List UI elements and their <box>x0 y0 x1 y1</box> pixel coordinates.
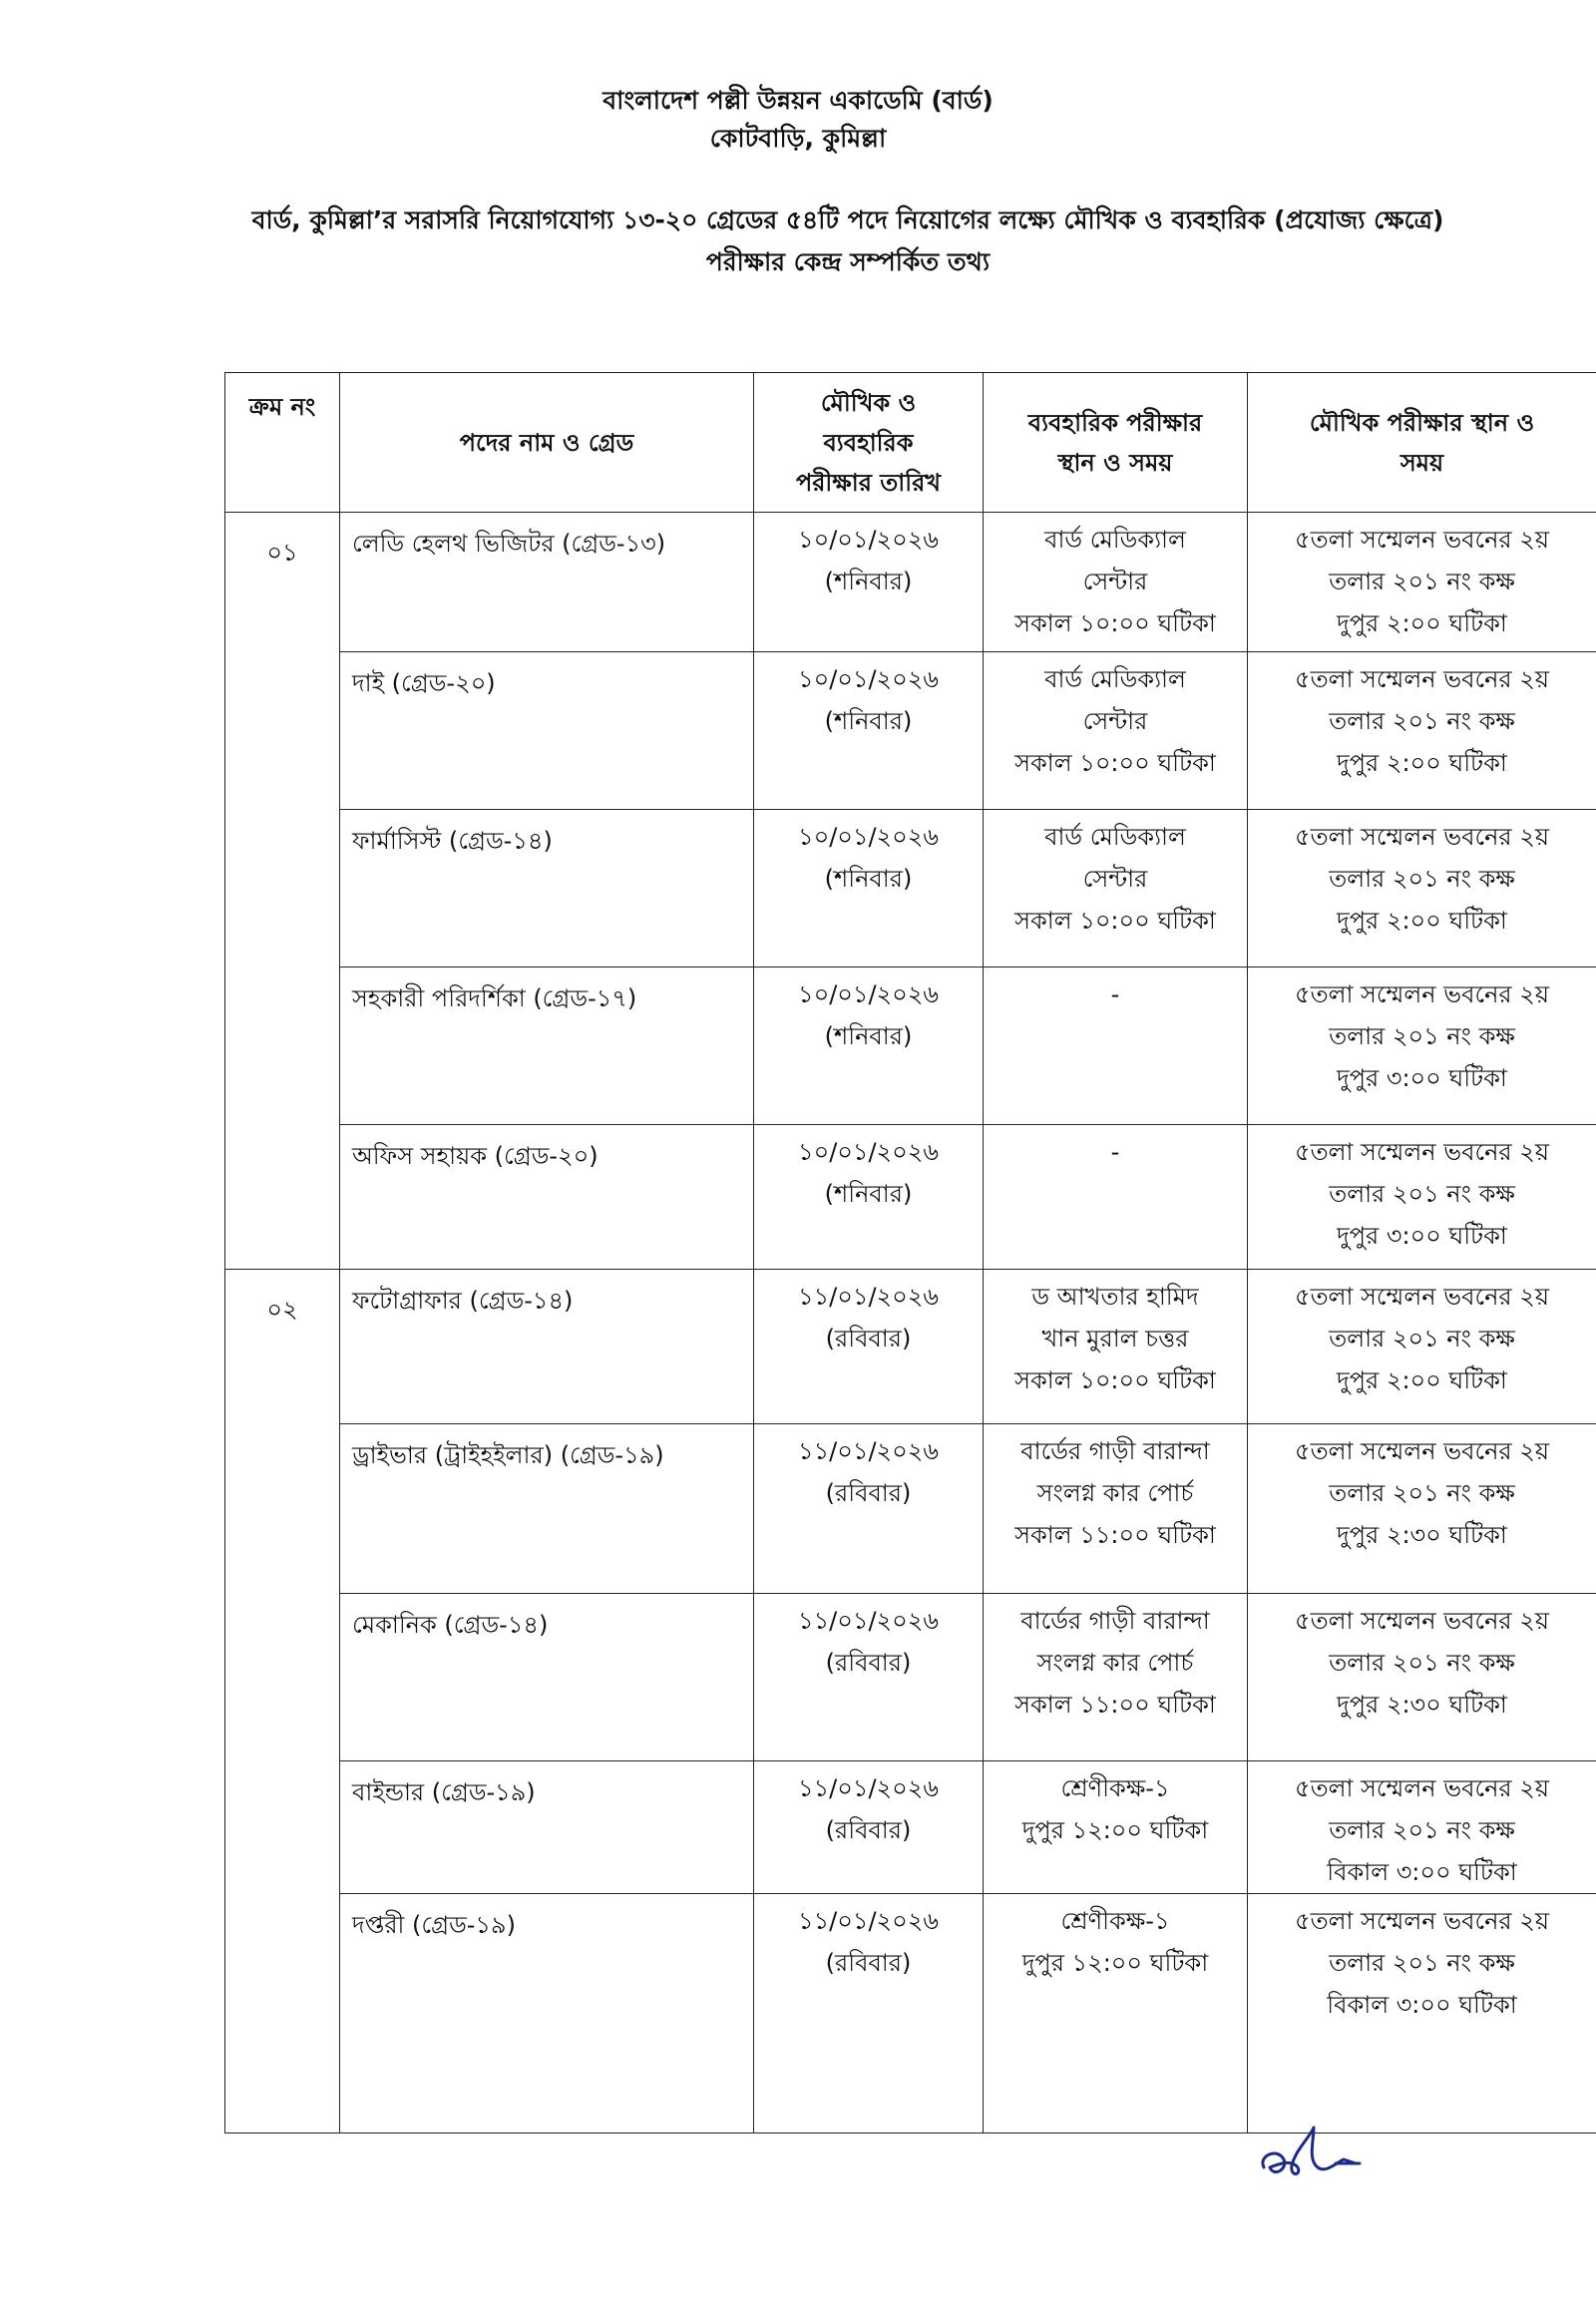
practical-cell: বার্ডের গাড়ী বারান্দা সংলগ্ন কার পোর্চ সকাল ১১:০০ ঘটিকা <box>984 1424 1248 1594</box>
post-cell: বাইন্ডার (গ্রেড-১৯) <box>340 1761 754 1894</box>
table-row <box>225 1424 1596 1594</box>
practical-cell: বার্ড মেডিক্যাল সেন্টার সকাল ১০:০০ ঘটিকা <box>984 810 1248 968</box>
column-header-serial: ক্রম নং <box>225 373 340 513</box>
notice-title-line: বার্ড, কুমিল্লা’র সরাসরি নিয়োগযোগ্য ১৩-২০ গ্রেডের ৫৪টি পদে নিয়োগের লক্ষ্যে মৌখিক ও ব্যবহারিক (প্রযোজ্য ক্ষেত্রে) <box>251 205 1444 234</box>
date-cell: ১০/০১/২০২৬ (শনিবার) <box>754 1125 984 1270</box>
signature <box>1252 2120 1411 2189</box>
column-header-viva: মৌখিক পরীক্ষার স্থান ও সময় <box>1248 373 1596 513</box>
table-row <box>225 1761 1596 1894</box>
serial-cell: ০২ <box>225 1270 340 2133</box>
practical-cell: - <box>984 968 1248 1125</box>
date-cell: ১০/০১/২০২৬ (শনিবার) <box>754 810 984 968</box>
post-cell: ড্রাইভার (ট্রাইহইলার) (গ্রেড-১৯) <box>340 1424 754 1594</box>
practical-cell: ড আখতার হামিদ খান মুরাল চত্তর সকাল ১০:০০ ঘটিকা <box>984 1270 1248 1424</box>
organization-title: বাংলাদেশ পল্লী উন্নয়ন একাডেমি (বার্ড) <box>602 86 994 115</box>
exam-schedule-table <box>224 372 1596 2133</box>
post-cell: দাই (গ্রেড-২০) <box>340 652 754 810</box>
viva-cell: ৫তলা সম্মেলন ভবনের ২য় তলার ২০১ নং কক্ষ দুপুর ৩:০০ ঘটিকা <box>1248 1125 1596 1270</box>
notice-title <box>150 199 1546 283</box>
viva-cell: ৫তলা সম্মেলন ভবনের ২য় তলার ২০১ নং কক্ষ বিকাল ৩:০০ ঘটিকা <box>1248 1894 1596 2133</box>
date-cell: ১১/০১/২০২৬ (রবিবার) <box>754 1761 984 1894</box>
post-cell: দপ্তরী (গ্রেড-১৯) <box>340 1894 754 2133</box>
table-row <box>225 810 1596 968</box>
post-cell: মেকানিক (গ্রেড-১৪) <box>340 1594 754 1761</box>
viva-cell: ৫তলা সম্মেলন ভবনের ২য় তলার ২০১ নং কক্ষ দুপুর ২:০০ ঘটিকা <box>1248 652 1596 810</box>
column-header-post: পদের নাম ও গ্রেড <box>340 373 754 513</box>
post-cell: ফটোগ্রাফার (গ্রেড-১৪) <box>340 1270 754 1424</box>
table-row <box>225 652 1596 810</box>
table-row <box>225 513 1596 652</box>
date-cell: ১১/০১/২০২৬ (রবিবার) <box>754 1424 984 1594</box>
post-cell: লেডি হেলথ ভিজিটর (গ্রেড-১৩) <box>340 513 754 652</box>
table-row <box>225 1125 1596 1270</box>
practical-cell: শ্রেণীকক্ষ-১ দুপুর ১২:০০ ঘটিকা <box>984 1894 1248 2133</box>
table-row <box>225 968 1596 1125</box>
viva-cell: ৫তলা সম্মেলন ভবনের ২য় তলার ২০১ নং কক্ষ দুপুর ২:৩০ ঘটিকা <box>1248 1424 1596 1594</box>
date-cell: ১০/০১/২০২৬ (শনিবার) <box>754 968 984 1125</box>
date-cell: ১১/০১/২০২৬ (রবিবার) <box>754 1594 984 1761</box>
viva-cell: ৫তলা সম্মেলন ভবনের ২য় তলার ২০১ নং কক্ষ দুপুর ৩:০০ ঘটিকা <box>1248 968 1596 1125</box>
post-cell: ফার্মাসিস্ট (গ্রেড-১৪) <box>340 810 754 968</box>
practical-cell: শ্রেণীকক্ষ-১ দুপুর ১২:০০ ঘটিকা <box>984 1761 1248 1894</box>
viva-cell: ৫তলা সম্মেলন ভবনের ২য় তলার ২০১ নং কক্ষ দুপুর ২:০০ ঘটিকা <box>1248 513 1596 652</box>
date-cell: ১০/০১/২০২৬ (শনিবার) <box>754 513 984 652</box>
table-row <box>225 1894 1596 2133</box>
viva-cell: ৫তলা সম্মেলন ভবনের ২য় তলার ২০১ নং কক্ষ দুপুর ২:০০ ঘটিকা <box>1248 810 1596 968</box>
organization-location: কোটবাড়ি, কুমিল্লা <box>709 124 887 153</box>
viva-cell: ৫তলা সম্মেলন ভবনের ২য় তলার ২০১ নং কক্ষ দুপুর ২:৩০ ঘটিকা <box>1248 1594 1596 1761</box>
table-row <box>225 1270 1596 1424</box>
notice-title-line: পরীক্ষার কেন্দ্র সম্পর্কিত তথ্য <box>705 247 991 276</box>
practical-cell: বার্ড মেডিক্যাল সেন্টার সকাল ১০:০০ ঘটিকা <box>984 652 1248 810</box>
table-header-row <box>225 373 1596 513</box>
column-header-practical: ব্যবহারিক পরীক্ষার স্থান ও সময় <box>984 373 1248 513</box>
practical-cell: বার্ডের গাড়ী বারান্দা সংলগ্ন কার পোর্চ সকাল ১১:০০ ঘটিকা <box>984 1594 1248 1761</box>
date-cell: ১১/০১/২০২৬ (রবিবার) <box>754 1270 984 1424</box>
column-header-date: মৌখিক ও ব্যবহারিক পরীক্ষার তারিখ <box>754 373 984 513</box>
viva-cell: ৫তলা সম্মেলন ভবনের ২য় তলার ২০১ নং কক্ষ বিকাল ৩:০০ ঘটিকা <box>1248 1761 1596 1894</box>
date-cell: ১১/০১/২০২৬ (রবিবার) <box>754 1894 984 2133</box>
viva-cell: ৫তলা সম্মেলন ভবনের ২য় তলার ২০১ নং কক্ষ দুপুর ২:০০ ঘটিকা <box>1248 1270 1596 1424</box>
post-cell: সহকারী পরিদর্শিকা (গ্রেড-১৭) <box>340 968 754 1125</box>
serial-cell: ০১ <box>225 513 340 1270</box>
document-header <box>0 82 1596 158</box>
post-cell: অফিস সহায়ক (গ্রেড-২০) <box>340 1125 754 1270</box>
table-row <box>225 1594 1596 1761</box>
date-cell: ১০/০১/২০২৬ (শনিবার) <box>754 652 984 810</box>
practical-cell: - <box>984 1125 1248 1270</box>
practical-cell: বার্ড মেডিক্যাল সেন্টার সকাল ১০:০০ ঘটিকা <box>984 513 1248 652</box>
